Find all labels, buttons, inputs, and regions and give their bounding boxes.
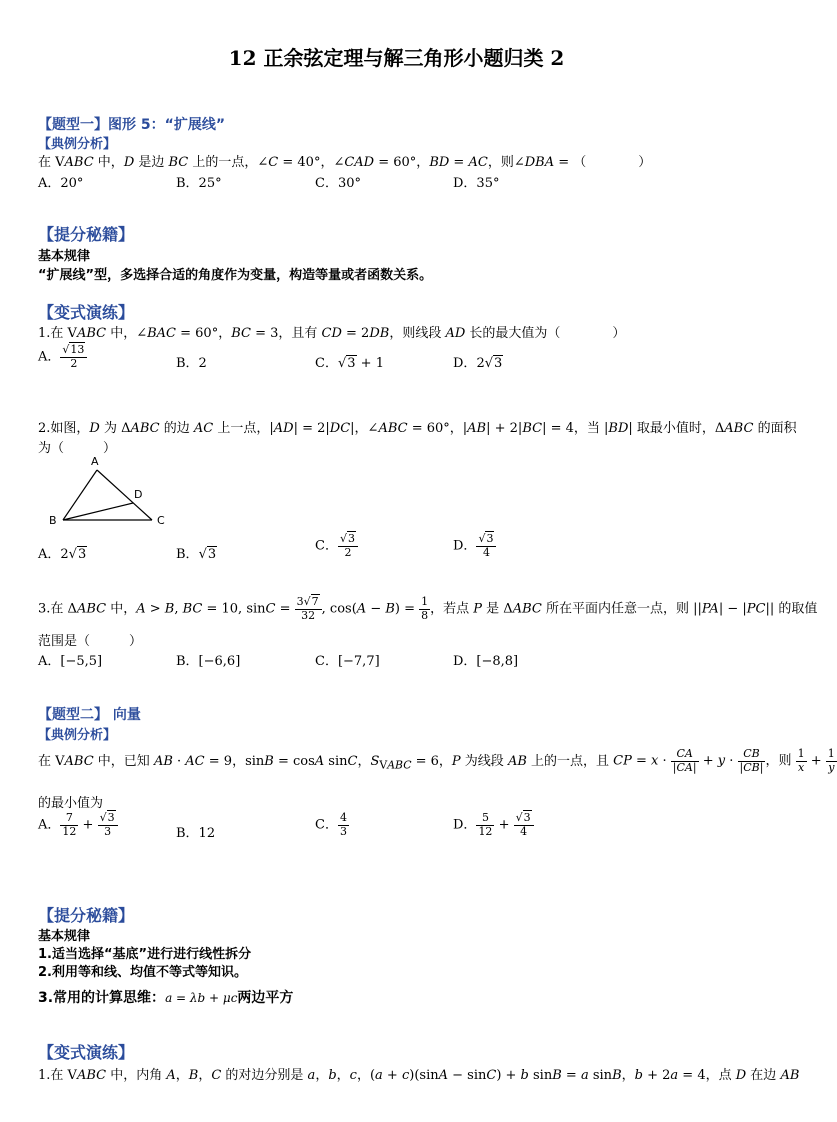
t2-option-b: B．12 — [176, 826, 216, 841]
triangle-figure — [40, 452, 180, 532]
vertex-b-label: B — [49, 514, 57, 527]
q2-option-c: C． $\frac{√3}{2}$ — [315, 533, 358, 559]
example2-question-line2: 的最小值为 — [38, 796, 104, 811]
page-title: 12 正余弦定理与解三角形小题归类 2 — [228, 46, 565, 70]
q3-option-a: A．[−5,5] — [38, 654, 103, 669]
option-d: D．35° — [453, 176, 500, 191]
q3-option-c: C．[−7,7] — [315, 654, 380, 669]
practice-q2-line2: 为（ ） — [38, 441, 117, 456]
rule-label-2: 基本规律 — [38, 929, 91, 944]
tips-header-2: 【提分秘籍】 — [38, 906, 135, 925]
q1-option-c: C．√3 + 1 — [315, 356, 384, 371]
t2-option-d: D． $\frac{5}{12}$ + $\frac{√3}{4}$ — [453, 812, 534, 838]
example-question: 在 VABC 中，D 是边 BC 上的一点，∠C = 40°，∠CAD = 60°，BD = AC，则∠DBA = （ ） — [38, 155, 652, 170]
practice2-q1: 1.在 VABC 中，内角 A，B，C 的对边分别是 a，b，c，(a + c)(sinA − sinC) + b sinB = a sinB，b + 2a = 4，点 D 在边 AB — [38, 1068, 800, 1083]
t2-option-a: A． $\frac{7}{12}$ + $\frac{√3}{3}$ — [38, 812, 118, 838]
section-header-type2: 【题型二】 向量 — [38, 707, 141, 723]
option-c: C．30° — [315, 176, 361, 191]
practice-header-2: 【变式演练】 — [38, 1043, 135, 1062]
rule-text: “扩展线”型，多选择合适的角度作为变量，构造等量或者函数关系。 — [38, 268, 433, 283]
rule-3: 3.常用的计算思维：a = λb + μc两边平方 — [38, 990, 294, 1006]
q2-option-d: D． $\frac{√3}{4}$ — [453, 533, 496, 559]
practice-q2-line1: 2.如图，D 为 ΔABC 的边 AC 上一点，|AD| = 2|DC|，∠ABC = 60°，|AB| + 2|BC| = 4，当 |BD| 取最小值时，ΔABC 的面积 — [38, 421, 797, 436]
practice-header: 【变式演练】 — [38, 303, 135, 322]
q2-option-b: B．√3 — [176, 547, 217, 562]
option-a: A．20° — [38, 176, 84, 191]
q3-option-b: B．[−6,6] — [176, 654, 241, 669]
q3-option-d: D．[−8,8] — [453, 654, 519, 669]
example2-question-line1: 在 VABC 中，已知 AB · AC = 9，sinB = cosA sinC，$S_{VABC} = 6$，P 为线段 AB 上的一点，且 CP = x · $\frac{CA}{|CA|}$ + y · $\frac{CB}{|CB|}$ ，则 $\frac{1}{x}$ + $\frac{1}{y}$ — [38, 747, 835, 774]
rule-1: 1.适当选择“基底”进行进行线性拆分 — [38, 947, 252, 962]
vertex-a-label: A — [91, 455, 99, 468]
q1-option-b: B．2 — [176, 356, 207, 371]
section-header-type1: 【题型一】图形 5：“扩展线” — [38, 117, 226, 133]
tips-header: 【提分秘籍】 — [38, 225, 135, 244]
rule-2: 2.利用等和线、均值不等式等知识。 — [38, 965, 247, 980]
practice-q3-line2: 范围是（ ） — [38, 634, 143, 649]
vertex-c-label: C — [157, 514, 165, 527]
example-label: 【典例分析】 — [38, 137, 117, 152]
practice-q1: 1.在 VABC 中，∠BAC = 60°，BC = 3，且有 CD = 2DB，则线段 AD 长的最大值为（ ） — [38, 326, 626, 341]
q1-option-d: D．2√3 — [453, 356, 503, 371]
practice-q3-line1: 3.在 ΔABC 中，A > B, BC = 10, sinC = $\frac{3√7}{32}$ , cos(A − B) = $\frac{1}{8}$ ，若点 P 是 ΔABC 所在平面内任意一点，则 ||PA| − |PC|| 的取值 — [38, 595, 818, 622]
option-b: B．25° — [176, 176, 222, 191]
q1-option-a: A． $\frac{√13}{2}$ — [38, 344, 87, 370]
q2-option-a: A．2√3 — [38, 547, 87, 562]
t2-option-c: C． $\frac{4}{3}$ — [315, 811, 347, 838]
rule-label: 基本规律 — [38, 249, 91, 264]
example-label-2: 【典例分析】 — [38, 728, 117, 743]
point-d-label: D — [134, 488, 143, 501]
